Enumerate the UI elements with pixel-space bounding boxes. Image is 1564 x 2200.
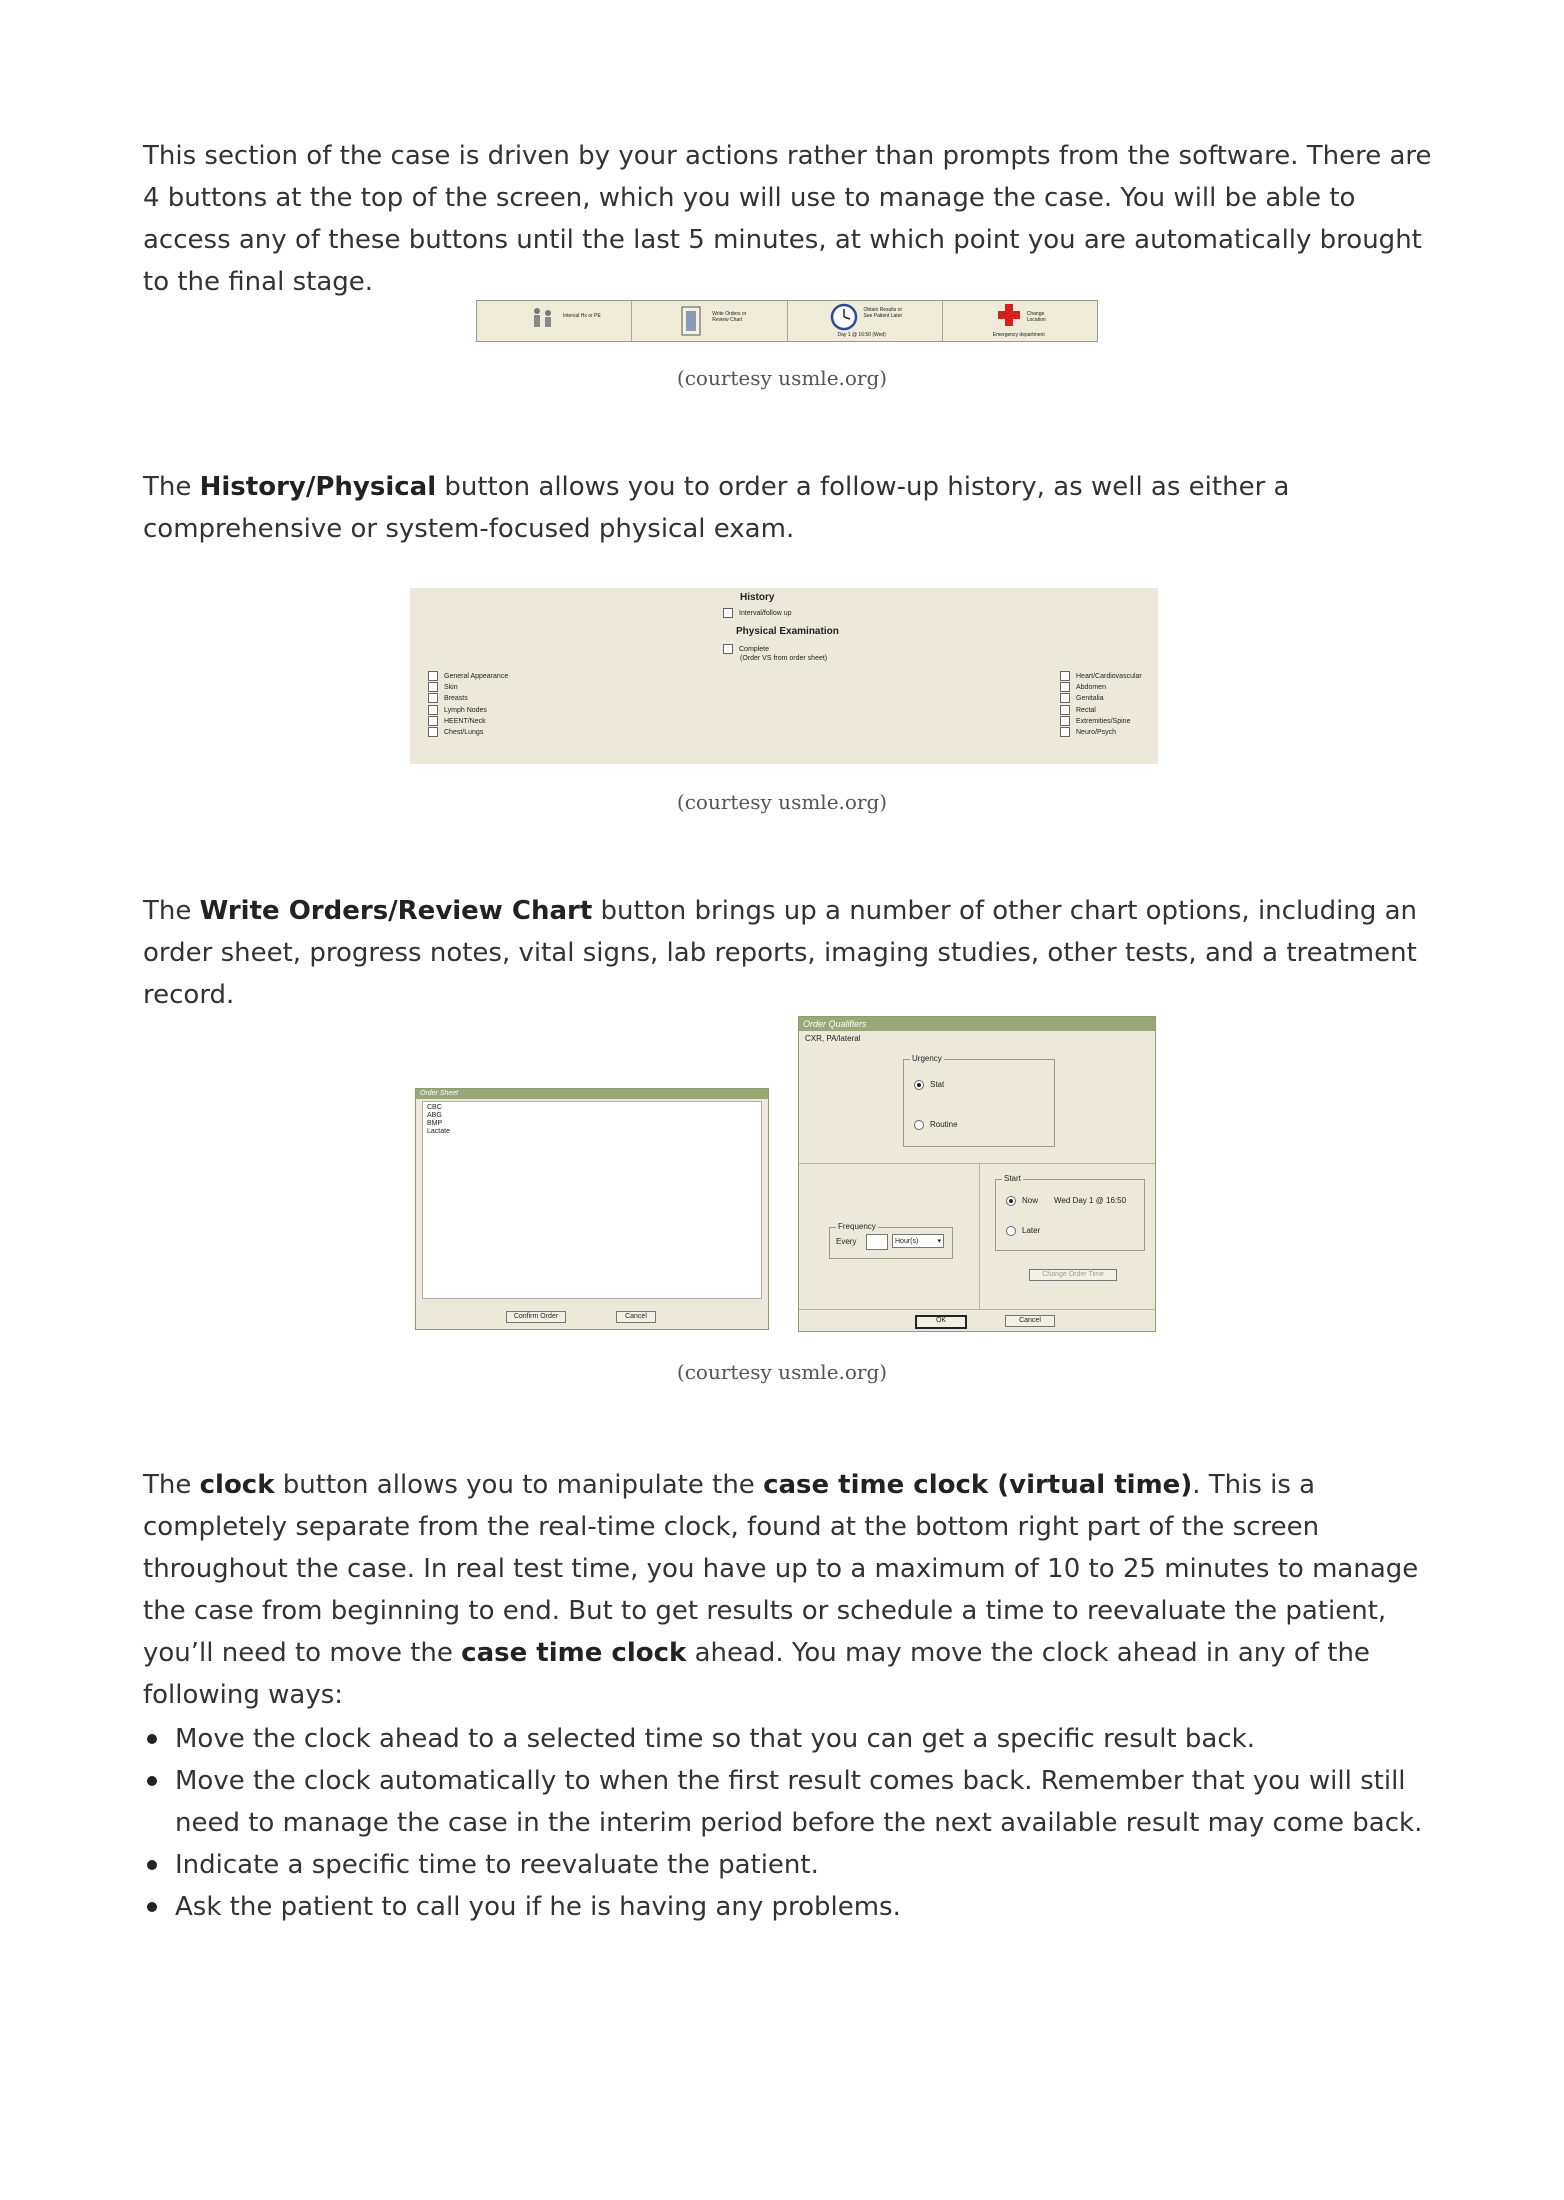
checkbox-icon bbox=[1060, 682, 1070, 692]
start-group bbox=[995, 1174, 1145, 1251]
routine-radio[interactable]: Routine bbox=[914, 1120, 958, 1130]
exam-checkbox-lymph[interactable]: Lymph Nodes bbox=[428, 705, 487, 715]
history-physical-panel bbox=[410, 588, 1158, 764]
order-qualifiers-window bbox=[798, 1016, 1156, 1332]
start-label: Start bbox=[1004, 1174, 1021, 1183]
exam-checkbox-heart[interactable]: Heart/Cardiovascular bbox=[1060, 671, 1142, 681]
history-physical-toolbar-button[interactable] bbox=[477, 301, 632, 341]
urgency-group bbox=[903, 1054, 1055, 1147]
change-order-time-button[interactable]: Change Order Time bbox=[1029, 1269, 1117, 1281]
list-item: Move the clock ahead to a selected time so that you can get a specific result back. bbox=[143, 1718, 1443, 1760]
checkbox-icon bbox=[428, 693, 438, 703]
write-orders-term: Write Orders/Review Chart bbox=[199, 896, 593, 926]
exam-checkbox-rectal[interactable]: Rectal bbox=[1060, 705, 1096, 715]
order-sheet-textarea[interactable]: CBC ABG BMP Lactate bbox=[422, 1101, 762, 1299]
physical-exam-heading: Physical Examination bbox=[736, 626, 839, 637]
figure-caption: (courtesy usmle.org) bbox=[676, 790, 888, 814]
divider bbox=[799, 1163, 1155, 1164]
order-sheet-titlebar: Order Sheet bbox=[416, 1089, 768, 1099]
checkbox-icon bbox=[1060, 693, 1070, 703]
checkbox-icon bbox=[1060, 671, 1070, 681]
intro-paragraph: This section of the case is driven by your actions rather than prompts from the software. There are 4 buttons at the top of the screen, which you will use to manage the case. You will be able to access any of these buttons until the last 5 minutes, at which point you are automatically brought to the final stage. bbox=[143, 141, 1432, 297]
toolbar-label: Change Location bbox=[1026, 311, 1046, 323]
figure-caption: (courtesy usmle.org) bbox=[676, 366, 888, 390]
frequency-input[interactable] bbox=[866, 1234, 888, 1250]
toolbar-label: Interval Hx or PE bbox=[563, 313, 601, 319]
every-label: Every bbox=[836, 1237, 857, 1246]
checkbox-icon bbox=[428, 671, 438, 681]
divider bbox=[979, 1163, 980, 1309]
case-time-clock-term: case time clock (virtual time) bbox=[763, 1470, 1193, 1500]
frequency-unit-select[interactable]: Hour(s) ▾ bbox=[892, 1234, 944, 1248]
complete-exam-checkbox[interactable]: Complete bbox=[723, 644, 769, 654]
later-radio[interactable]: Later bbox=[1006, 1226, 1040, 1236]
toolbar-label: Obtain Results or See Patient Later bbox=[863, 307, 903, 319]
exam-checkbox-breasts[interactable]: Breasts bbox=[428, 693, 468, 703]
exam-checkbox-extremities[interactable]: Extremities/Spine bbox=[1060, 716, 1130, 726]
stat-radio[interactable]: Stat bbox=[914, 1080, 944, 1090]
ok-button[interactable]: OK bbox=[915, 1315, 967, 1329]
now-time-text: Wed Day 1 @ 16:50 bbox=[1054, 1196, 1127, 1206]
complete-note: (Order VS from order sheet) bbox=[740, 655, 828, 662]
checkbox-icon bbox=[1060, 727, 1070, 737]
order-name: CXR, PA/lateral bbox=[805, 1034, 861, 1043]
checkbox-icon bbox=[723, 608, 733, 618]
radio-icon bbox=[1006, 1196, 1016, 1206]
checkbox-icon bbox=[428, 716, 438, 726]
cancel-button[interactable]: Cancel bbox=[616, 1311, 656, 1323]
exam-checkbox-heent[interactable]: HEENT/Neck bbox=[428, 716, 486, 726]
list-item: Indicate a specific time to reevaluate the patient. bbox=[143, 1844, 1443, 1886]
checkbox-icon bbox=[428, 727, 438, 737]
clock-toolbar-button[interactable] bbox=[788, 301, 943, 341]
people-icon bbox=[529, 305, 557, 335]
history-heading: History bbox=[740, 592, 775, 603]
figure-caption: (courtesy usmle.org) bbox=[676, 1360, 888, 1384]
divider bbox=[799, 1309, 1155, 1310]
exam-checkbox-skin[interactable]: Skin bbox=[428, 682, 458, 692]
clock-term: clock bbox=[199, 1470, 275, 1500]
exam-checkbox-general[interactable]: General Appearance bbox=[428, 671, 508, 681]
toolbar-label: Write Orders or Review Chart bbox=[712, 311, 747, 323]
radio-icon bbox=[914, 1080, 924, 1090]
case-toolbar bbox=[476, 300, 1098, 342]
red-cross-icon bbox=[997, 303, 1021, 327]
checkbox-icon bbox=[1060, 716, 1070, 726]
now-radio[interactable]: Now Wed Day 1 @ 16:50 bbox=[1006, 1196, 1126, 1206]
exam-checkbox-neuro[interactable]: Neuro/Psych bbox=[1060, 727, 1116, 737]
order-sheet-window bbox=[415, 1088, 769, 1330]
toolbar-sublabel: Emergency department bbox=[992, 332, 1045, 338]
checkbox-icon bbox=[723, 644, 733, 654]
chart-clipboard-icon bbox=[680, 305, 702, 337]
change-location-toolbar-button[interactable] bbox=[943, 301, 1097, 341]
cancel-button[interactable]: Cancel bbox=[1005, 1315, 1055, 1327]
exam-checkbox-genitalia[interactable]: Genitalia bbox=[1060, 693, 1104, 703]
frequency-group bbox=[829, 1222, 953, 1259]
clock-options-list bbox=[143, 1718, 1443, 1928]
list-item: Ask the patient to call you if he is having any problems. bbox=[143, 1886, 1443, 1928]
chevron-down-icon: ▾ bbox=[937, 1238, 941, 1245]
checkbox-icon bbox=[1060, 705, 1070, 715]
exam-checkbox-abdomen[interactable]: Abdomen bbox=[1060, 682, 1106, 692]
order-qualifiers-titlebar: Order Qualifiers bbox=[799, 1017, 1155, 1031]
radio-icon bbox=[1006, 1226, 1016, 1236]
interval-followup-checkbox[interactable]: Interval/follow up bbox=[723, 608, 792, 618]
exam-checkbox-chest[interactable]: Chest/Lungs bbox=[428, 727, 483, 737]
case-time-clock-term: case time clock bbox=[461, 1638, 687, 1668]
history-physical-term: History/Physical bbox=[199, 472, 437, 502]
list-item: Move the clock automatically to when the first result comes back. Remember that you will still need to manage the case in the interim period before the next available result may come back. bbox=[143, 1760, 1443, 1844]
toolbar-sublabel: Day 1 @ 16:50 (Wed) bbox=[837, 332, 886, 338]
clock-icon bbox=[830, 303, 858, 331]
checkbox-icon bbox=[428, 705, 438, 715]
frequency-label: Frequency bbox=[838, 1222, 876, 1231]
write-orders-paragraph: The Write Orders/Review Chart button brings up a number of other chart options, including an order sheet, progress notes, vital signs, lab reports, imaging studies, other tests, and a treatment record. bbox=[143, 896, 1418, 1010]
confirm-order-button[interactable]: Confirm Order bbox=[506, 1311, 566, 1323]
write-orders-toolbar-button[interactable] bbox=[632, 301, 787, 341]
history-physical-paragraph: The History/Physical button allows you to order a follow-up history, as well as either a comprehensive or system-focused physical exam. bbox=[143, 472, 1290, 544]
checkbox-icon bbox=[428, 682, 438, 692]
clock-paragraph: The clock button allows you to manipulate the case time clock (virtual time). This is a completely separate from the real-time clock, found at the bottom right part of the screen throughout the case. In real test time, you have up to a maximum of 10 to 25 minutes to manage the case from beginning to end. But to get results or schedule a time to reevaluate the patient, you’ll need to move the case time clock ahead. You may move the clock ahead in any of the following ways: bbox=[143, 1470, 1419, 1710]
urgency-label: Urgency bbox=[912, 1054, 942, 1063]
radio-icon bbox=[914, 1120, 924, 1130]
